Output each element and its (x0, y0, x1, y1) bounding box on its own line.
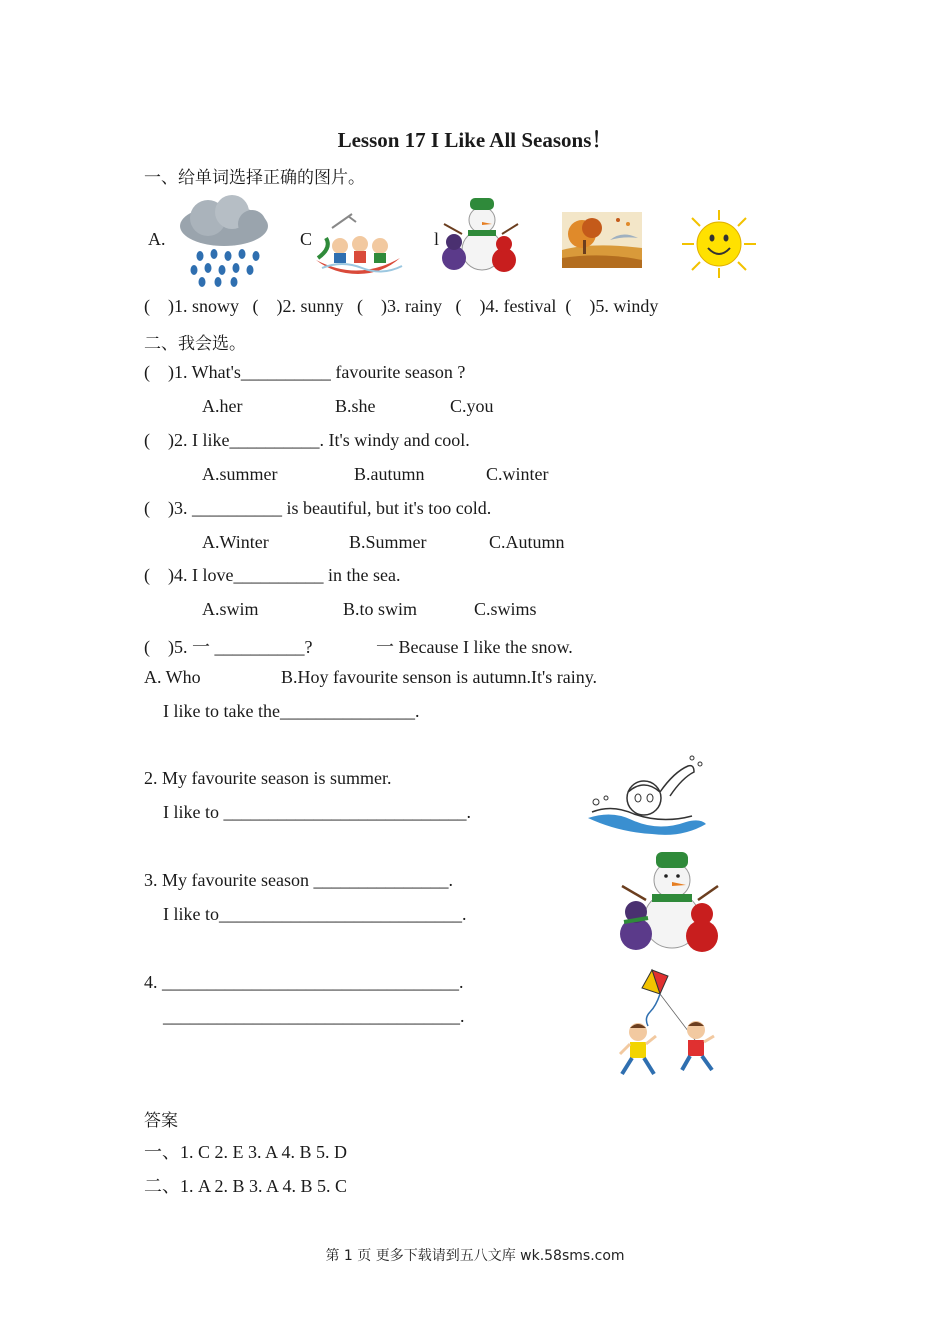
snowman-kids-large-icon (614, 848, 722, 960)
dragon-boat-festival-icon (312, 208, 404, 280)
question-1-option-a: A.her (202, 396, 243, 416)
question-1-option-b: B.she (335, 396, 376, 416)
swimmer-icon (582, 752, 708, 838)
question-5: ( )5. 一 __________? (144, 637, 313, 657)
question-3-option-b: B.Summer (349, 532, 427, 552)
question-4-option-c: C.swims (474, 599, 537, 619)
writing-item-3-line: I like to___________________________. (163, 904, 467, 924)
question-5-answer: 一 Because I like the snow. (376, 637, 573, 657)
writing-item-2: 2. My favourite season is summer. (144, 768, 392, 788)
writing-line-1: I like to take the_______________. (163, 701, 420, 721)
question-1: ( )1. What's__________ favourite season ? (144, 362, 466, 382)
part2-heading: 二、我会选。 (144, 334, 246, 354)
question-1-option-c: C.you (450, 396, 494, 416)
writing-item-3: 3. My favourite season _______________. (144, 870, 453, 890)
page-title: Lesson 17 I Like All Seasons！ (337, 128, 613, 152)
writing-item-4: 4. _________________________________. (144, 972, 464, 992)
picture-label-c: C (300, 229, 313, 249)
picture-label-a: A. (148, 229, 166, 249)
question-4-option-a: A.swim (202, 599, 259, 619)
question-3: ( )3. __________ is beautiful, but it's too cold. (144, 498, 492, 518)
question-2-option-a: A.summer (202, 464, 278, 484)
part1-items: ( )1. snowy ( )2. sunny ( )3. rainy ( )4. festival ( )5. windy (144, 296, 659, 316)
question-2-option-b: B.autumn (354, 464, 425, 484)
writing-item-4-line: _________________________________. (163, 1006, 465, 1026)
kids-flying-kite-icon (614, 966, 720, 1080)
picture-label-l: l (434, 229, 440, 249)
question-4-option-b: B.to swim (343, 599, 418, 619)
part1-heading: 一、给单词选择正确的图片。 (144, 168, 365, 188)
writing-item-2-line: I like to ___________________________. (163, 802, 471, 822)
page-footer: 第 1 页 更多下载请到五八文库 wk.58sms.com (325, 1248, 625, 1264)
answers-line-2: 二、1. A 2. B 3. A 4. B 5. C (144, 1176, 348, 1196)
question-2-option-c: C.winter (486, 464, 549, 484)
answers-line-1: 一、1. C 2. E 3. A 4. B 5. D (144, 1142, 348, 1162)
answers-heading: 答案 (144, 1111, 178, 1131)
autumn-landscape-icon (562, 212, 642, 268)
question-2: ( )2. I like__________. It's windy and cool. (144, 430, 470, 450)
question-3-option-c: C.Autumn (489, 532, 565, 552)
question-3-option-a: A.Winter (202, 532, 269, 552)
snowman-kids-icon (438, 194, 520, 278)
rain-cloud-icon (174, 194, 274, 288)
question-4: ( )4. I love__________ in the sea. (144, 565, 401, 585)
sun-icon (678, 208, 760, 280)
question-5-option-b: B.Hoy favourite senson is autumn.It's rainy. (281, 667, 598, 687)
question-5-option-a: A. Who (144, 667, 201, 687)
